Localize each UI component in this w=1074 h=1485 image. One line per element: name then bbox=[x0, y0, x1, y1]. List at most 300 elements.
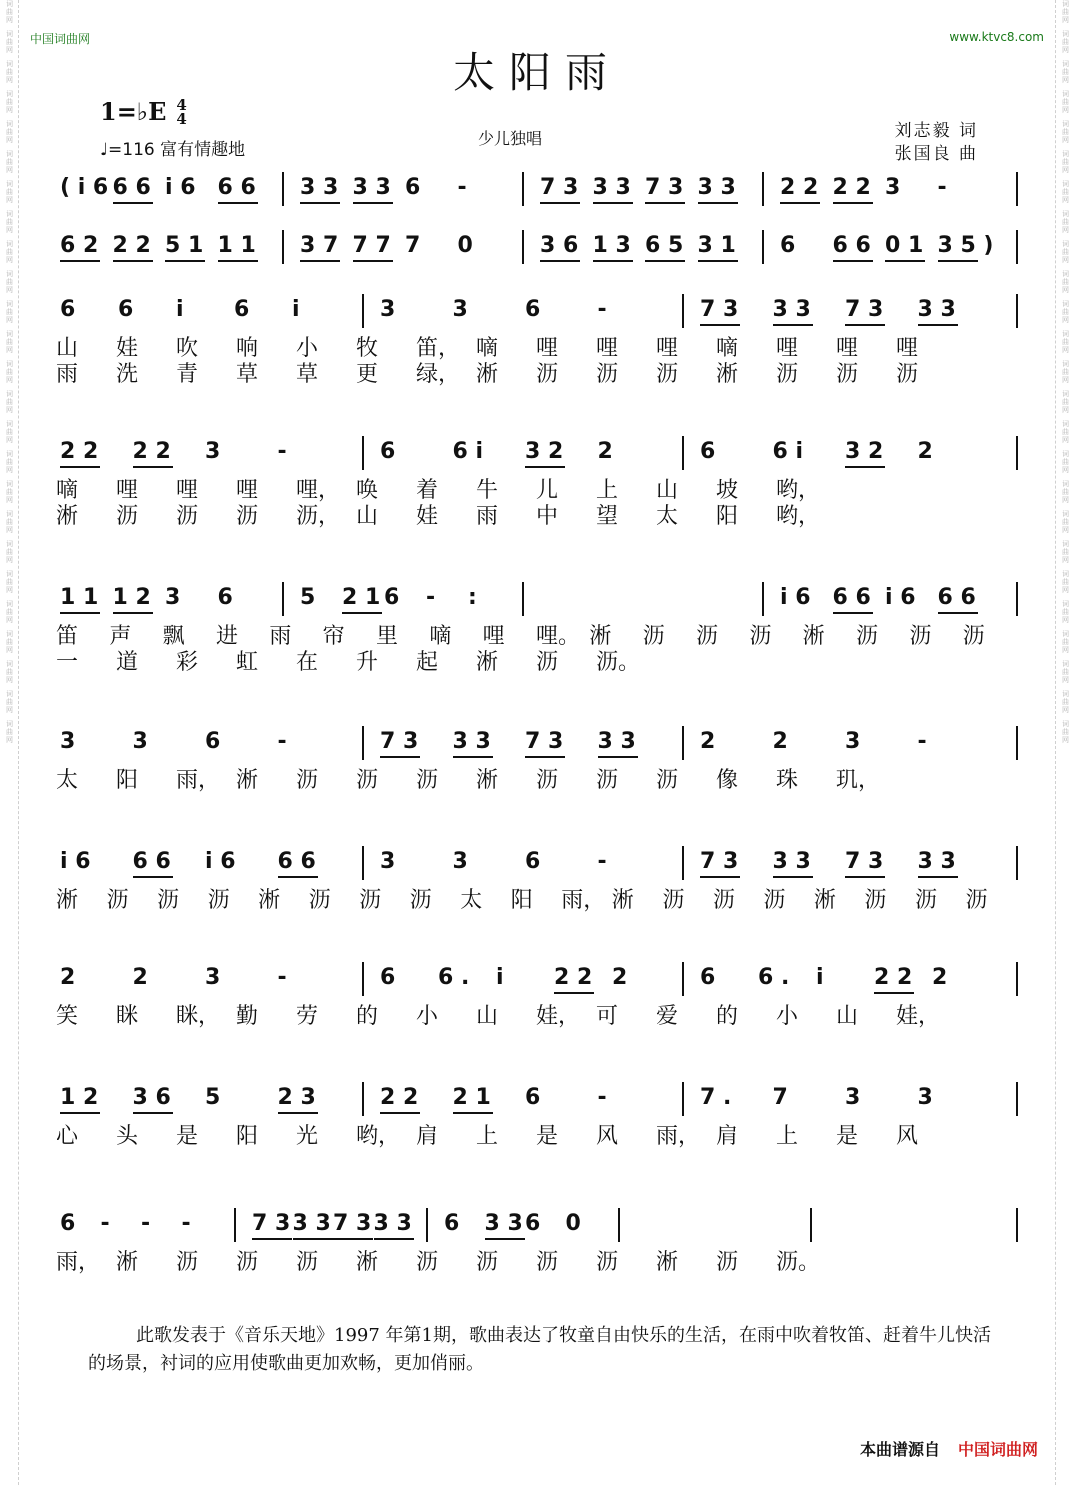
footer-source-label: 本曲谱源自 bbox=[859, 1440, 940, 1459]
lyric-syllable: 劳 bbox=[296, 1004, 319, 1029]
note-group: - bbox=[277, 439, 287, 464]
beam-line bbox=[113, 202, 153, 204]
lyric-syllable: 娃， bbox=[536, 1004, 581, 1029]
beam-line bbox=[218, 202, 258, 204]
site-url-right[interactable]: www.ktvc8.com bbox=[949, 30, 1044, 44]
beam-line bbox=[918, 876, 958, 878]
footer-source bbox=[860, 1437, 1038, 1460]
watermark-text: 词曲网 bbox=[1061, 600, 1070, 624]
beam-line bbox=[938, 260, 978, 262]
lyric-syllable: 望 bbox=[596, 504, 619, 529]
note-group: 6 bbox=[405, 175, 421, 200]
credits bbox=[895, 120, 978, 166]
site-name-left[interactable]: 中国词曲网 bbox=[30, 32, 91, 46]
lyric-syllable: 绿， bbox=[416, 362, 461, 387]
score-system bbox=[50, 842, 1020, 914]
lyric-syllable: 头 bbox=[116, 1124, 139, 1149]
watermark-text: 词曲网 bbox=[5, 60, 14, 84]
barline bbox=[362, 962, 364, 996]
note-group: 2 2 bbox=[554, 965, 593, 990]
lyric-syllable: 像 bbox=[716, 768, 739, 793]
lyric-syllable: 儿 bbox=[536, 478, 559, 503]
lyric-syllable: 唤 bbox=[356, 478, 379, 503]
lyric-syllable: 沥 bbox=[536, 768, 559, 793]
lyric-line bbox=[50, 1250, 1020, 1276]
barline bbox=[522, 582, 524, 616]
lyric-syllable: 淅 bbox=[802, 624, 825, 649]
note-group: - bbox=[597, 297, 607, 322]
watermark-text: 词曲网 bbox=[5, 660, 14, 684]
note-group: - bbox=[457, 175, 467, 200]
lyric-syllable: 虹 bbox=[236, 650, 259, 675]
barline bbox=[282, 172, 284, 206]
note-group: 1 1 bbox=[60, 585, 99, 610]
lyric-syllable: 沥 bbox=[965, 888, 988, 913]
right-watermark-strip bbox=[1056, 0, 1074, 1485]
lyric-syllable: 进 bbox=[216, 624, 239, 649]
lyric-syllable: 沥 bbox=[296, 768, 319, 793]
barline bbox=[522, 230, 524, 264]
time-signature bbox=[176, 95, 187, 128]
lyric-syllable: 雨 bbox=[269, 624, 292, 649]
right-edge-line bbox=[1055, 0, 1056, 1485]
lyric-syllable: 的 bbox=[716, 1004, 739, 1029]
beam-line bbox=[593, 202, 633, 204]
lyric-syllable: 沥 bbox=[656, 768, 679, 793]
lyric-syllable: 沥 bbox=[416, 1250, 439, 1275]
beam-line bbox=[133, 1112, 173, 1114]
note-group: i bbox=[176, 297, 184, 322]
beam-line bbox=[645, 202, 685, 204]
lyric-syllable: 沥 bbox=[176, 1250, 199, 1275]
barline bbox=[426, 1208, 428, 1242]
lyric-syllable: 牛 bbox=[476, 478, 499, 503]
lyric-syllable: 阳 bbox=[236, 1124, 259, 1149]
note-group: i bbox=[816, 965, 824, 990]
watermark-text: 词曲网 bbox=[1061, 690, 1070, 714]
beam-line bbox=[554, 992, 594, 994]
score-system bbox=[50, 1078, 1020, 1150]
note-group: 6 6 bbox=[112, 175, 151, 200]
lyric-syllable: 淅 bbox=[56, 888, 79, 913]
lyric-syllable: 山 bbox=[476, 1004, 499, 1029]
lyric-syllable: 哟， bbox=[776, 478, 821, 503]
watermark-text: 词曲网 bbox=[5, 90, 14, 114]
beam-line bbox=[918, 324, 958, 326]
note-group: 7 . bbox=[700, 1085, 732, 1110]
lyric-syllable: 淅 bbox=[716, 362, 739, 387]
barline bbox=[682, 726, 684, 760]
notation-line bbox=[50, 168, 1020, 208]
lyric-syllable: 淅 bbox=[258, 888, 281, 913]
note-group: 3 5 ) bbox=[937, 233, 994, 258]
lyric-syllable: 沥 bbox=[716, 1250, 739, 1275]
performance-type: 少儿独唱 bbox=[478, 129, 543, 148]
key-signature bbox=[100, 97, 187, 126]
watermark-text: 词曲网 bbox=[5, 390, 14, 414]
watermark-text: 词曲网 bbox=[1061, 630, 1070, 654]
lyric-syllable: 沥 bbox=[656, 362, 679, 387]
note-group: 7 3 bbox=[845, 297, 884, 322]
lyric-syllable: 太 bbox=[656, 504, 679, 529]
note-group: 3 3 bbox=[300, 175, 339, 200]
note-group: i 6 bbox=[165, 175, 196, 200]
beam-line bbox=[113, 612, 153, 614]
key-text: 1=♭E bbox=[100, 97, 167, 126]
time-bottom: 4 bbox=[176, 109, 187, 128]
lyric-syllable: 沥 bbox=[536, 650, 559, 675]
beam-line bbox=[300, 260, 340, 262]
beam-line bbox=[700, 876, 740, 878]
note-group: 1 1 bbox=[217, 233, 256, 258]
watermark-text: 词曲网 bbox=[1061, 420, 1070, 444]
note-group: i bbox=[292, 297, 300, 322]
note-group: - bbox=[100, 1211, 110, 1236]
note-group: 2 bbox=[772, 729, 788, 754]
note-group: 1 2 bbox=[60, 1085, 99, 1110]
watermark-text: 词曲网 bbox=[5, 210, 14, 234]
lyric-syllable: 沥 bbox=[712, 888, 735, 913]
lyric-syllable: 太 bbox=[56, 768, 79, 793]
barline bbox=[362, 294, 364, 328]
lyric-syllable: 沥 bbox=[409, 888, 432, 913]
notation-line bbox=[50, 578, 1020, 618]
note-group: i 6 bbox=[780, 585, 811, 610]
watermark-text: 词曲网 bbox=[1061, 540, 1070, 564]
end-barline bbox=[1016, 294, 1018, 328]
note-group: 6 6 bbox=[277, 849, 316, 874]
lyric-syllable: 在 bbox=[296, 650, 319, 675]
lyric-syllable: 沥， bbox=[296, 504, 341, 529]
lyric-syllable: 嘀 bbox=[476, 336, 499, 361]
watermark-text: 词曲网 bbox=[1061, 660, 1070, 684]
notation-line bbox=[50, 432, 1020, 472]
beam-line bbox=[598, 756, 638, 758]
lyric-syllable: 草 bbox=[296, 362, 319, 387]
watermark-text: 词曲网 bbox=[1061, 390, 1070, 414]
note-group: 2 2 bbox=[780, 175, 819, 200]
lyric-line bbox=[50, 504, 1020, 530]
lyric-syllable: 沥 bbox=[696, 624, 719, 649]
watermark-text: 词曲网 bbox=[1061, 60, 1070, 84]
lyric-syllable: 沥。 bbox=[776, 1250, 821, 1275]
beam-line bbox=[833, 260, 873, 262]
lyric-syllable: 小 bbox=[416, 1004, 439, 1029]
score-system bbox=[50, 432, 1020, 530]
note-group: 3 bbox=[205, 965, 221, 990]
beam-line bbox=[833, 612, 873, 614]
watermark-text: 词曲网 bbox=[1061, 330, 1070, 354]
barline bbox=[362, 726, 364, 760]
note-group: 7 bbox=[772, 1085, 788, 1110]
watermark-text: 词曲网 bbox=[5, 540, 14, 564]
lyric-syllable: 淅 bbox=[236, 768, 259, 793]
note-group: 6 bbox=[384, 585, 400, 610]
beam-line bbox=[845, 876, 885, 878]
watermark-text: 词曲网 bbox=[1061, 0, 1070, 24]
note-group: 3 bbox=[132, 729, 148, 754]
barline bbox=[762, 582, 764, 616]
notation-line bbox=[50, 722, 1020, 762]
beam-line bbox=[645, 260, 685, 262]
watermark-text: 词曲网 bbox=[5, 300, 14, 324]
note-group: 2 bbox=[932, 965, 948, 990]
note-group: 6 2 bbox=[60, 233, 99, 258]
barline bbox=[362, 436, 364, 470]
notation-line bbox=[50, 226, 1020, 266]
note-group: 3 3 bbox=[772, 297, 811, 322]
score-system bbox=[50, 578, 1020, 676]
lyric-syllable: 淅 bbox=[476, 650, 499, 675]
note-group: 2 3 bbox=[277, 1085, 316, 1110]
lyric-syllable: 上 bbox=[596, 478, 619, 503]
note-group: 6 bbox=[780, 233, 796, 258]
time-top: 4 bbox=[176, 95, 187, 114]
lyric-syllable: 娃， bbox=[896, 1004, 941, 1029]
note-group: 2 2 bbox=[380, 1085, 419, 1110]
beam-line bbox=[353, 202, 393, 204]
end-barline bbox=[1016, 230, 1018, 264]
lyric-syllable: 沥 bbox=[236, 504, 259, 529]
barline bbox=[618, 1208, 620, 1242]
note-group: 3 bbox=[380, 297, 396, 322]
lyric-syllable: 沥 bbox=[106, 888, 129, 913]
lyric-syllable: 着 bbox=[416, 478, 439, 503]
lyric-line bbox=[50, 650, 1020, 676]
lyric-line bbox=[50, 478, 1020, 504]
lyric-syllable: 阳 bbox=[716, 504, 739, 529]
note-group: 6 bbox=[444, 1211, 460, 1236]
lyric-syllable: 帘 bbox=[322, 624, 345, 649]
watermark-text: 词曲网 bbox=[1061, 90, 1070, 114]
note-group: 1 2 bbox=[112, 585, 151, 610]
end-barline bbox=[1016, 962, 1018, 996]
note-group: 3 bbox=[60, 729, 76, 754]
beam-line bbox=[293, 1238, 333, 1240]
beam-line bbox=[845, 324, 885, 326]
lyric-syllable: 沥 bbox=[909, 624, 932, 649]
barline bbox=[810, 1208, 812, 1242]
lyric-syllable: 升 bbox=[356, 650, 379, 675]
footer-source-site[interactable]: 中国词曲网 bbox=[957, 1440, 1038, 1459]
watermark-text: 词曲网 bbox=[1061, 510, 1070, 534]
lyric-syllable: 沥 bbox=[749, 624, 772, 649]
lyric-syllable: 吹 bbox=[176, 336, 199, 361]
lyric-syllable: 哩 bbox=[836, 336, 859, 361]
note-group: 6 i bbox=[452, 439, 484, 464]
note-group: i 6 bbox=[885, 585, 916, 610]
lyric-syllable: 风 bbox=[896, 1124, 919, 1149]
lyric-syllable: 沥 bbox=[763, 888, 786, 913]
note-group: 7 3 bbox=[380, 729, 419, 754]
watermark-text: 词曲网 bbox=[1061, 210, 1070, 234]
note-group: 6 6 bbox=[217, 175, 256, 200]
note-group: 2 1 bbox=[452, 1085, 491, 1110]
end-barline bbox=[1016, 1082, 1018, 1116]
song-title: 太阳雨 bbox=[452, 48, 621, 97]
barline bbox=[362, 846, 364, 880]
note-group: 2 1 bbox=[342, 585, 381, 610]
lyric-syllable: 是 bbox=[176, 1124, 199, 1149]
beam-line bbox=[833, 202, 873, 204]
note-group: 6 bbox=[205, 729, 221, 754]
notation-line bbox=[50, 958, 1020, 998]
beam-line bbox=[60, 466, 100, 468]
beam-line bbox=[885, 260, 925, 262]
lyric-syllable: 沥 bbox=[207, 888, 230, 913]
note-group: 6 bbox=[380, 965, 396, 990]
beam-line bbox=[874, 992, 914, 994]
beam-line bbox=[278, 1112, 318, 1114]
lyric-syllable: 沥 bbox=[896, 362, 919, 387]
lyric-syllable: 哟， bbox=[356, 1124, 401, 1149]
lyric-syllable: 山 bbox=[356, 504, 379, 529]
lyric-syllable: 阳 bbox=[116, 768, 139, 793]
beam-line bbox=[380, 1112, 420, 1114]
beam-line bbox=[374, 1238, 414, 1240]
lyric-line bbox=[50, 888, 1020, 914]
note-group: 7 bbox=[405, 233, 421, 258]
watermark-text: 词曲网 bbox=[5, 600, 14, 624]
lyric-syllable: 沥 bbox=[776, 362, 799, 387]
lyric-syllable: 哩 bbox=[116, 478, 139, 503]
lyric-syllable: 沥 bbox=[356, 768, 379, 793]
lyricist: 刘志毅 词 bbox=[894, 121, 978, 141]
note-group: 6 bbox=[525, 1211, 541, 1236]
note-group: 3 bbox=[165, 585, 181, 610]
watermark-text: 词曲网 bbox=[5, 30, 14, 54]
note-group: 2 bbox=[132, 965, 148, 990]
lyric-syllable: 雨， bbox=[56, 1250, 101, 1275]
lyric-line bbox=[50, 362, 1020, 388]
beam-line bbox=[540, 202, 580, 204]
lyric-syllable: 眯， bbox=[176, 1004, 221, 1029]
beam-line bbox=[453, 1112, 493, 1114]
lyric-syllable: 娃 bbox=[416, 504, 439, 529]
lyric-syllable: 沥 bbox=[536, 362, 559, 387]
note-group: 6 6 bbox=[832, 585, 871, 610]
note-group: - bbox=[277, 729, 287, 754]
score-system bbox=[50, 722, 1020, 794]
note-group: i 6 bbox=[60, 849, 91, 874]
lyric-syllable: 嘀 bbox=[716, 336, 739, 361]
beam-line bbox=[380, 756, 420, 758]
lyric-syllable: 光 bbox=[296, 1124, 319, 1149]
note-group: 6 bbox=[525, 1085, 541, 1110]
beam-line bbox=[133, 876, 173, 878]
lyric-syllable: 彩 bbox=[176, 650, 199, 675]
note-group: - bbox=[597, 1085, 607, 1110]
note-group: 3 bbox=[845, 1085, 861, 1110]
lyric-syllable: 雨 bbox=[56, 362, 79, 387]
note-group: 7 3 bbox=[252, 1211, 291, 1236]
note-group: 2 bbox=[612, 965, 628, 990]
lyric-line bbox=[50, 768, 1020, 794]
lyric-syllable: 沥 bbox=[116, 504, 139, 529]
lyric-syllable: 淅 bbox=[476, 768, 499, 793]
beam-line bbox=[845, 466, 885, 468]
lyric-syllable: 更 bbox=[356, 362, 379, 387]
note-group: 3 bbox=[452, 849, 468, 874]
lyric-syllable: 沥。 bbox=[596, 650, 641, 675]
beam-line bbox=[113, 260, 153, 262]
note-group: 6 bbox=[525, 297, 541, 322]
watermark-text: 词曲网 bbox=[5, 690, 14, 714]
lyric-syllable: 风 bbox=[596, 1124, 619, 1149]
score-system bbox=[50, 290, 1020, 388]
note-group: 6 bbox=[234, 297, 250, 322]
note-group: 5 bbox=[300, 585, 316, 610]
lyric-syllable: 嘀 bbox=[429, 624, 452, 649]
lyric-syllable: 哩。 bbox=[536, 624, 581, 649]
lyric-syllable: 玑， bbox=[836, 768, 881, 793]
note-group: 0 bbox=[457, 233, 473, 258]
watermark-text: 词曲网 bbox=[5, 360, 14, 384]
note-group: - bbox=[597, 849, 607, 874]
lyric-syllable: 珠 bbox=[776, 768, 799, 793]
lyric-syllable: 心 bbox=[56, 1124, 79, 1149]
barline bbox=[282, 230, 284, 264]
note-group: 2 bbox=[917, 439, 933, 464]
watermark-text: 词曲网 bbox=[1061, 570, 1070, 594]
note-group: 3 3 bbox=[772, 849, 811, 874]
lyric-syllable: 哩 bbox=[536, 336, 559, 361]
watermark-text: 词曲网 bbox=[5, 150, 14, 174]
note-group: 3 2 bbox=[525, 439, 564, 464]
barline bbox=[362, 1082, 364, 1116]
barline bbox=[522, 172, 524, 206]
lyric-syllable: 沥 bbox=[476, 1250, 499, 1275]
lyric-syllable: 上 bbox=[476, 1124, 499, 1149]
lyric-syllable: 沥 bbox=[596, 1250, 619, 1275]
score-system bbox=[50, 958, 1020, 1030]
watermark-text: 词曲网 bbox=[5, 120, 14, 144]
note-group: 7 7 bbox=[352, 233, 391, 258]
beam-line bbox=[540, 260, 580, 262]
watermark-text: 词曲网 bbox=[1061, 180, 1070, 204]
lyric-syllable: 飘 bbox=[162, 624, 185, 649]
watermark-text: 词曲网 bbox=[5, 480, 14, 504]
lyric-syllable: 小 bbox=[296, 336, 319, 361]
lyric-syllable: 道 bbox=[116, 650, 139, 675]
lyric-syllable: 的 bbox=[356, 1004, 379, 1029]
note-group: 3 bbox=[380, 849, 396, 874]
lyric-syllable: 沥 bbox=[596, 362, 619, 387]
lyric-syllable: 哟， bbox=[776, 504, 821, 529]
lyric-syllable: 哩 bbox=[482, 624, 505, 649]
lyric-syllable: 肩 bbox=[416, 1124, 439, 1149]
barline bbox=[762, 230, 764, 264]
lyric-syllable: 勤 bbox=[236, 1004, 259, 1029]
note-group: 6 bbox=[118, 297, 134, 322]
notation-line bbox=[50, 842, 1020, 882]
lyric-syllable: 沥 bbox=[596, 768, 619, 793]
note-group: - bbox=[937, 175, 947, 200]
watermark-text: 词曲网 bbox=[5, 630, 14, 654]
note-group: 6 . bbox=[438, 965, 470, 990]
end-barline bbox=[1016, 436, 1018, 470]
lyric-syllable: 哩 bbox=[596, 336, 619, 361]
lyric-syllable: 小 bbox=[776, 1004, 799, 1029]
watermark-text: 词曲网 bbox=[1061, 270, 1070, 294]
watermark-text: 词曲网 bbox=[5, 570, 14, 594]
note-group: 3 3 bbox=[597, 729, 636, 754]
lyric-syllable: 哩 bbox=[896, 336, 919, 361]
note-group: 1 3 bbox=[592, 233, 631, 258]
note-group: 2 bbox=[60, 965, 76, 990]
lyric-syllable: 响 bbox=[236, 336, 259, 361]
lyric-syllable: 沥 bbox=[962, 624, 985, 649]
